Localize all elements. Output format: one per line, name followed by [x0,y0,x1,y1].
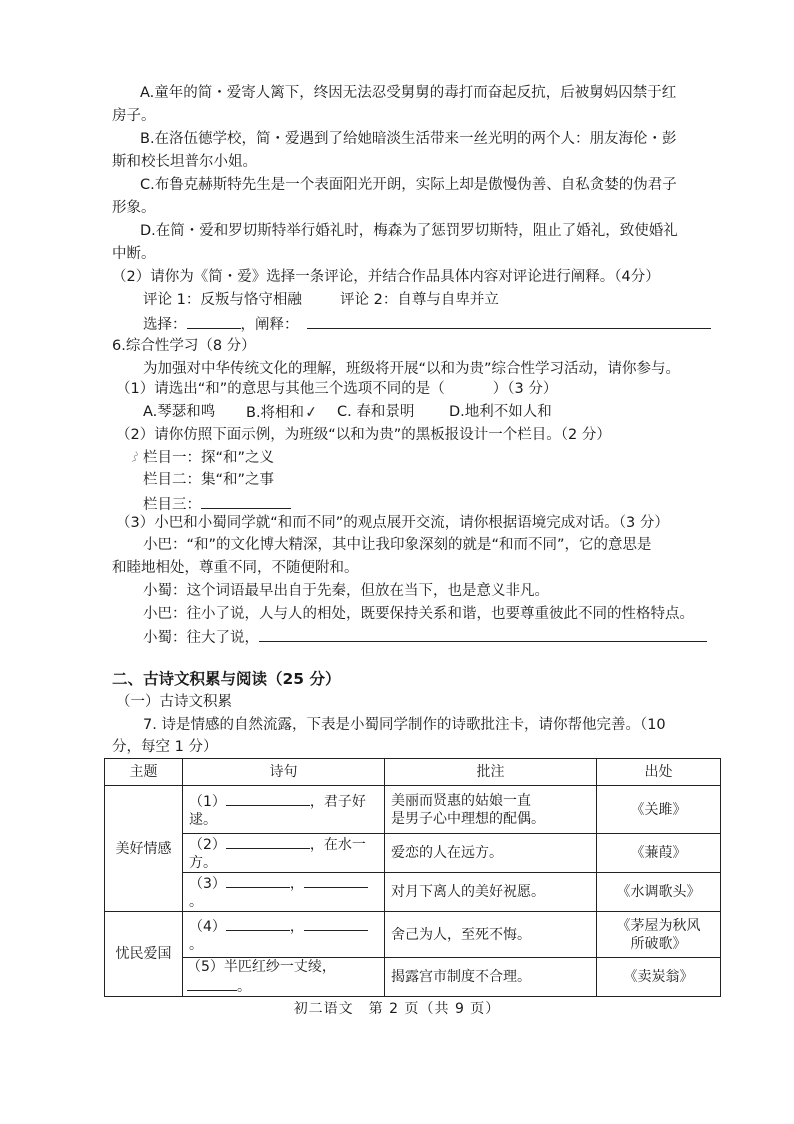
verse-cell [183,958,385,997]
section-2-heading: 二、古诗文积累与阅读（25 分） [112,670,341,688]
dialogue-2: 小蜀：这个词语最早出自于先秦，但放在当下，也是意义非凡。 [143,583,549,599]
verse-period: 。 [189,894,203,910]
verse-number: （4） [189,918,226,935]
option-b-line1: B.在洛伍德学校，简・爱遇到了给她暗淡生活带来一丝光明的两个人：朋友海伦・彭 [140,131,677,147]
verse-number: （1） [189,793,226,810]
choose-label: 选择： [143,317,187,333]
note-line-2: 是男子心中理想的配偶。 [391,810,545,827]
theme-cell-2: 忧民爱国 [105,912,183,997]
table-header-verse: 诗句 [183,759,385,786]
column-3-blank[interactable] [201,494,291,509]
table-row [105,958,721,997]
column-2: 栏目二：集“和”之事 [143,472,275,488]
table-row [105,912,721,958]
source-cell: 《关雎》 [597,786,721,834]
table-row [105,873,721,912]
dialogue-3: 小巴：往小了说，人与人的相处，既要保持关系和谐，也要尊重彼此不同的性格特点。 [143,606,694,622]
option-d-line2: 中断。 [112,246,156,262]
verse-blank-2[interactable] [304,873,368,888]
table-header-source: 出处 [597,759,721,786]
page-footer: 初二语文 第 2 页（共 9 页） [293,1001,501,1017]
option-d-line1: D.在简・爱和罗切斯特举行婚礼时，梅森为了惩罚罗切斯特，阻止了婚礼，致使婚礼 [140,223,678,239]
source-cell: 《蒹葭》 [597,834,721,873]
verse-number: （2） [189,837,226,853]
note-cell: 舍己为人，至死不悔。 [385,912,597,958]
poem-annotation-table [104,758,721,997]
verse-blank[interactable] [226,791,310,806]
verse-period: 。 [189,936,203,953]
verse-blank-1[interactable] [226,916,290,931]
q6-opt-d: D.地利不如人和 [449,404,552,420]
comment-2: 评论 2：自尊与自卑并立 [340,292,499,308]
source-cell [597,912,721,958]
theme-cell-1: 美好情感 [105,786,183,912]
table-row [105,786,721,834]
verse-blank[interactable] [187,976,237,991]
option-c-line1: C.布鲁克赫斯特先生是一个表面阳光开朗，实际上却是傲慢伪善、自私贪婪的伪君子 [140,177,677,193]
table-header-note: 批注 [385,759,597,786]
note-cell [385,786,597,834]
q7-line2: 分，每空 1 分） [112,739,218,755]
section-2-sub: （一）古诗文积累 [116,694,232,710]
q7-line1: 7. 诗是情感的自然流露，下表是小蜀同学制作的诗歌批注卡，请你帮他完善。（10 [143,717,666,733]
source-cell: 《水调歌头》 [597,873,721,912]
q6-opt-c: C. 春和景明 [337,404,415,420]
pen-scribble-icon: 〰 [127,449,144,465]
verse-text: ，君子好逑。 [189,793,366,828]
dialogue-1b: 和睦地相处，尊重不同，不随便附和。 [112,560,359,576]
verse-text: ，在水一方。 [189,837,366,871]
table-row [105,834,721,873]
verse-period: 。 [237,979,251,995]
source-line-2: 所破歌》 [630,935,687,952]
q6-sub1 [116,380,557,398]
note-cell: 揭露宫市制度不合理。 [385,958,597,997]
verse-cell [183,834,385,873]
q6-title: 6.综合性学习（8 分） [112,338,256,354]
column-1: 栏目一：探“和”之义 [143,450,275,466]
verse-comma: ， [289,876,304,892]
option-a-line2: 房子。 [112,108,156,124]
source-cell: 《卖炭翁》 [597,958,721,997]
verse-cell [183,912,385,958]
explain-answer-blank[interactable] [307,314,711,329]
verse-comma: ， [289,918,304,935]
source-line-1: 《茅屋为秋风 [616,917,701,934]
column-3-row [143,494,291,514]
dialogue-4: 小蜀：往大了说， [143,630,259,646]
verse-blank-1[interactable] [226,873,290,888]
dialogue-4-blank[interactable] [259,627,707,642]
note-cell: 对月下离人的美好祝愿。 [385,873,597,912]
explain-label: ，阐释： [240,317,299,333]
option-a-line1: A.童年的简・爱寄人篱下，终因无法忍受舅舅的毒打而奋起反抗，后被舅妈囚禁于红 [140,85,677,101]
option-c-line2: 形象。 [112,200,156,216]
table-header-theme: 主题 [105,759,183,786]
dialogue-4-row [143,627,707,647]
q6-sub1-points: ）（3 分） [492,381,558,397]
verse-cell [183,786,385,834]
q6-sub3: （3）小巴和小蜀同学就“和而不同”的观点展开交流，请你根据语境完成对话。（3 分） [116,515,669,531]
option-b-line2: 斯和校长坦普尔小姐。 [112,154,257,170]
check-mark-icon: ✓ [303,402,319,422]
column-3-label: 栏目三： [143,497,201,513]
note-line-1: 美丽而贤惠的姑娘一直 [391,792,531,809]
verse-cell [183,873,385,912]
q5-2-prompt: （2）请你为《简・爱》选择一条评论，并结合作品具体内容对评论进行阐释。（4分） [112,269,660,285]
q6-opt-a: A.琴瑟和鸣 [143,404,216,420]
verse-blank-2[interactable] [304,916,368,931]
q6-sub1-text: （1）请选出“和”的意思与其他三个选项不同的是（ [116,381,445,397]
verse-text-pre: （5）半匹红纱一丈绫， [187,959,336,975]
q6-opt-b [246,403,318,422]
note-cell: 爱恋的人在远方。 [385,834,597,873]
choose-answer-blank[interactable] [187,314,241,329]
q6-sub2: （2）请你仿照下面示例，为班级“以和为贵”的黑板报设计一个栏目。（2 分） [116,427,611,443]
verse-blank[interactable] [226,834,310,849]
verse-number: （3） [189,876,226,892]
q6-opt-b-text: B.将相和 [246,405,305,421]
choose-row [143,314,711,334]
comment-1: 评论 1：反叛与恪守相融 [143,292,302,308]
q6-intro: 为加强对中华传统文化的理解，班级将开展“以和为贵”综合性学习活动，请你参与。 [143,361,681,377]
dialogue-1a: 小巴：“和”的文化博大精深，其中让我印象深刻的就是“和而不同”，它的意思是 [143,537,652,553]
